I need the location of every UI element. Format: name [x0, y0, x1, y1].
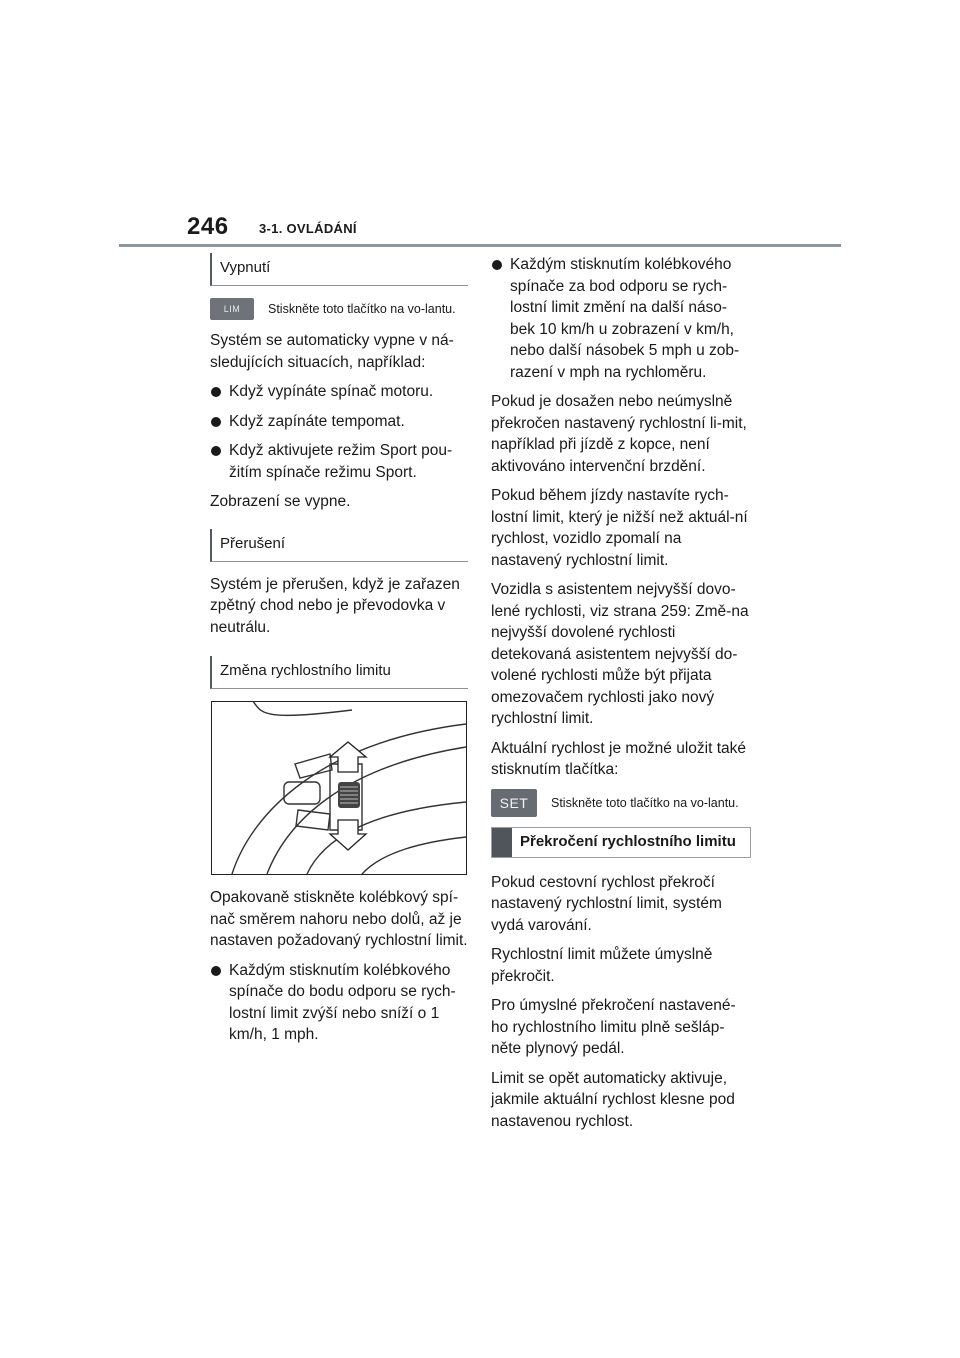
right-column: [491, 254, 751, 1140]
list-item: Každým stisknutím kolébkového spínače do bodu odporu se rych-lostní limit zvýší nebo sníží o 1 km/h, 1 mph.: [210, 960, 468, 1046]
paragraph: Rychlostní limit můžete úmyslně překročit.: [491, 946, 713, 985]
paragraph: Pro úmyslné překročení nastavené-ho rychlostního limitu plně sešláp-něte plynový pedál.: [491, 997, 736, 1057]
heading-vypnuti: Vypnutí: [210, 253, 468, 286]
page-number: 246: [187, 213, 229, 240]
heading-zmena-limitu: Změna rychlostního limitu: [210, 656, 468, 689]
section-title: 3-1. OVLÁDÁNÍ: [259, 221, 357, 236]
heading-preruseni: Přerušení: [210, 529, 468, 562]
steering-wheel-switch-illustration: [211, 701, 467, 875]
set-button-row: [491, 789, 751, 817]
list-item: Když vypínáte spínač motoru.: [210, 381, 468, 403]
warning-heading-box: [491, 827, 751, 858]
vypnuti-outro: Zobrazení se vypne.: [210, 493, 351, 510]
paragraph: Limit se opět automaticky aktivuje, jakmile aktuální rychlost klesne pod nastavenou rychlost.: [491, 1069, 735, 1130]
paragraph: Aktuální rychlost je možné uložit také stisknutím tlačítka:: [491, 739, 747, 778]
rocker-switch-icon: [212, 702, 466, 874]
set-button-description: Stiskněte toto tlačítko na vo-lantu.: [551, 795, 739, 810]
list-item: Když zapínáte tempomat.: [210, 411, 468, 433]
preruseni-text: Systém je přerušen, když je zařazen zpětný chod nebo je převodovka v neutrálu.: [210, 575, 460, 636]
warning-bar: [492, 828, 512, 857]
warning-heading: Překročení rychlostního limitu: [520, 832, 736, 850]
list-item: Když aktivujete režim Sport pou-žitím spínače režimu Sport.: [210, 440, 468, 483]
paragraph: Vozidla s asistentem nejvyšší dovo-lené rychlosti, viz strana 259: Změ-na nejvyšší dovolené rychlosti detekovaná asistentem nejvyšší do-volené rychlosti může být přijata omezovačem rychlosti jako nový rychlostní limit.: [491, 581, 749, 727]
lim-button-icon: LIM: [210, 298, 254, 320]
lim-button-row: [210, 298, 468, 320]
set-button-icon: SET: [491, 789, 537, 817]
paragraph: Pokud je dosažen nebo neúmyslně překročen nastavený rychlostní li-mit, například při jízdě z kopce, není aktivováno intervenční brzdění.: [491, 393, 747, 475]
list-item: Každým stisknutím kolébkového spínače za bod odporu se rych-lostní limit změní na další náso-bek 10 km/h u zobrazení v km/h, nebo další násobek 5 mph u zob-razení v mph na rychloměru.: [491, 254, 751, 383]
zmena-text: Opakovaně stiskněte kolébkový spí-nač směrem nahoru nebo dolů, až je nastaven požadovaný rychlostní limit.: [210, 889, 468, 949]
lim-button-description: Stiskněte toto tlačítko na vo-lantu.: [268, 302, 456, 316]
paragraph: Pokud během jízdy nastavíte rych-lostní limit, který je nižší než aktuál-ní rychlost, vozidlo zpomalí na nastavený rychlostní limit.: [491, 487, 748, 569]
paragraph: Pokud cestovní rychlost překročí nastavený rychlostní limit, systém vydá varování.: [491, 873, 722, 934]
left-column: [210, 253, 468, 1054]
vypnuti-intro: Systém se automaticky vypne v ná-sledujících situacích, například:: [210, 332, 454, 371]
header-divider: [119, 244, 841, 247]
